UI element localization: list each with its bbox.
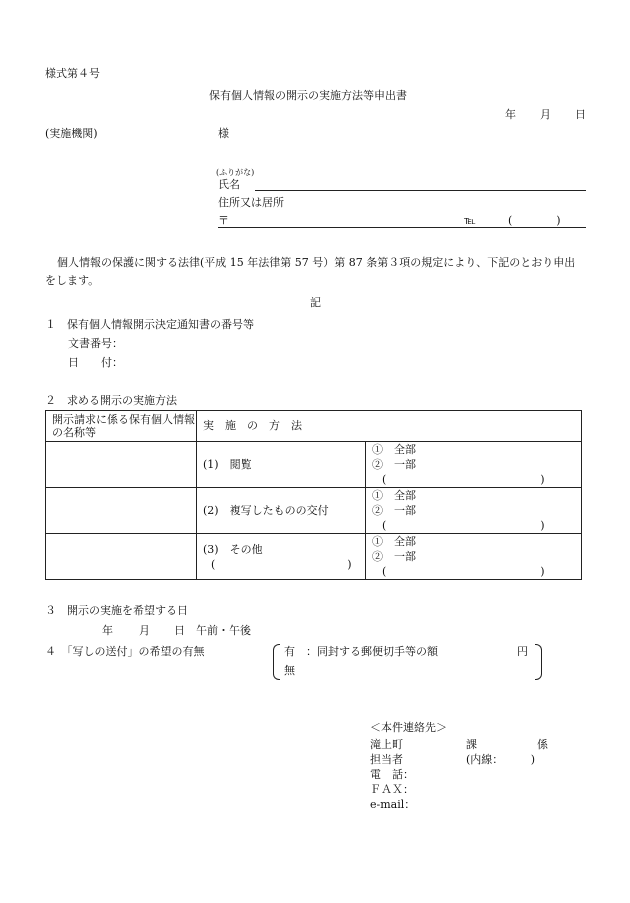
honorific: 様 — [218, 127, 229, 140]
name-label: 氏名 — [218, 178, 240, 191]
desired-day-label: 日 — [174, 624, 185, 637]
contact-section: 課 — [466, 738, 477, 751]
address-field[interactable] — [218, 227, 586, 228]
col-header-info-name: 開示請求に係る保有個人情報の名称等 — [46, 411, 197, 442]
contact-subsection: 係 — [537, 738, 548, 751]
contact-town: 滝上町 — [370, 738, 403, 751]
table-row — [46, 534, 582, 580]
am-pm-choice[interactable]: 午前・午後 — [196, 624, 251, 637]
implementation-method-table — [45, 410, 582, 580]
section3-heading: ３ 開示の実施を希望する日 — [45, 604, 188, 617]
method-cell — [197, 534, 366, 580]
right-bracket — [535, 644, 542, 680]
method-cell — [197, 488, 366, 534]
agency-label: (実施機関) — [45, 127, 98, 140]
option-part[interactable]: ② 一部 — [372, 550, 416, 563]
postal-mark: 〒 — [218, 214, 229, 227]
method-label: (2) 複写したものの交付 — [203, 503, 329, 517]
option-all[interactable]: ① 全部 — [372, 489, 416, 502]
scope-cell — [366, 534, 582, 580]
section4-heading: ４ 「写しの送付」の希望の有無 — [45, 645, 205, 658]
intro-line-2: をします。 — [45, 274, 100, 287]
furigana-label: (ふりがな) — [216, 168, 255, 177]
contact-email: e-mail： — [370, 798, 416, 811]
method-label: (3) その他 — [203, 542, 263, 556]
form-number: 様式第４号 — [45, 67, 100, 80]
option-part-detail[interactable]: ( ) — [382, 519, 545, 532]
info-name-cell[interactable] — [46, 534, 197, 580]
scope-cell — [366, 488, 582, 534]
contact-extension: (内線： ) — [466, 753, 536, 766]
intro-line-1: 個人情報の保護に関する法律(平成 15 年法律第 57 号）第 87 条第３項の規定により、下記のとおり申出 — [57, 256, 576, 269]
section1-heading: １ 保有個人情報開示決定通知書の番号等 — [45, 318, 254, 331]
date-month-label: 月 — [540, 108, 551, 121]
date-day-label: 日 — [575, 108, 586, 121]
info-name-cell[interactable] — [46, 488, 197, 534]
yen-label: 円 — [517, 645, 528, 658]
section2-heading: ２ 求める開示の実施方法 — [45, 394, 177, 407]
desired-month-label: 月 — [139, 624, 150, 637]
contact-person: 担当者 — [370, 753, 403, 766]
table-row — [46, 488, 582, 534]
scope-cell — [366, 442, 582, 488]
ki-marker: 記 — [310, 296, 321, 309]
tel-paren: ( ) — [508, 214, 561, 227]
info-name-cell[interactable] — [46, 442, 197, 488]
method-label: (1) 閲覧 — [203, 457, 252, 471]
send-copy-yes[interactable]: 有 ：同封する郵便切手等の額 — [284, 645, 438, 658]
col-header-method: 実 施 の 方 法 — [197, 411, 582, 442]
table-header-row — [46, 411, 582, 442]
doc-number-label: 文書番号： — [68, 337, 123, 350]
method-cell — [197, 442, 366, 488]
left-bracket — [273, 644, 280, 680]
method-other-detail[interactable]: ( ) — [211, 557, 352, 571]
send-copy-no[interactable]: 無 — [284, 664, 295, 677]
option-part-detail[interactable]: ( ) — [382, 473, 545, 486]
address-label: 住所又は居所 — [218, 196, 284, 209]
tel-label: ℡ — [464, 214, 476, 227]
option-part[interactable]: ② 一部 — [372, 504, 416, 517]
option-all[interactable]: ① 全部 — [372, 443, 416, 456]
form-title: 保有個人情報の開示の実施方法等申出書 — [209, 89, 407, 102]
desired-year-label: 年 — [102, 624, 113, 637]
date-year-label: 年 — [505, 108, 516, 121]
name-field[interactable] — [255, 190, 586, 191]
option-part-detail[interactable]: ( ) — [382, 565, 545, 578]
contact-heading: ＜本件連絡先＞ — [370, 721, 447, 734]
contact-fax: ＦＡＸ： — [370, 783, 414, 796]
table-row — [46, 442, 582, 488]
notice-date-label: 日 付： — [68, 356, 123, 369]
contact-phone: 電 話： — [370, 768, 414, 781]
option-all[interactable]: ① 全部 — [372, 535, 416, 548]
option-part[interactable]: ② 一部 — [372, 458, 416, 471]
